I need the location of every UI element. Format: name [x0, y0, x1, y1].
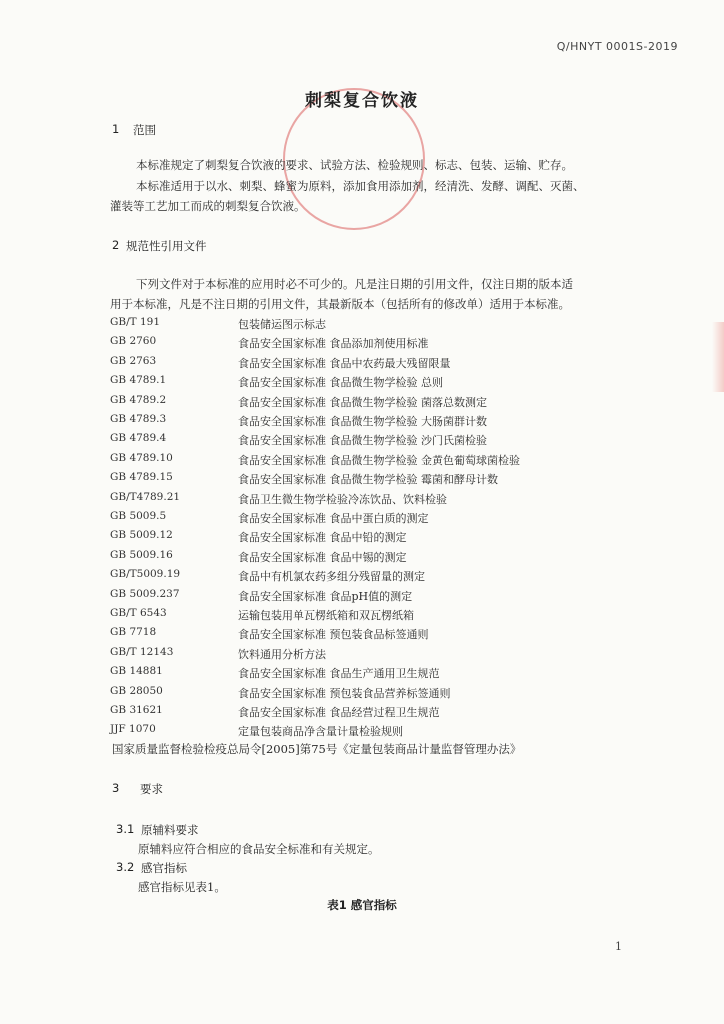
reference-title: 饮料通用分析方法	[238, 648, 326, 661]
reference-code: GB/T 12143	[110, 646, 174, 658]
reference-title: 食品卫生微生物学检验冷冻饮品、饮料检验	[238, 493, 447, 506]
reference-title: 食品安全国家标准 食品微生物学检验 菌落总数测定	[238, 396, 487, 409]
reference-title: 食品安全国家标准 食品生产通用卫生规范	[238, 667, 440, 680]
reference-code: GB 14881	[110, 665, 163, 677]
reference-code: GB/T 191	[110, 316, 161, 328]
section-1-number: 1	[112, 122, 120, 136]
reference-title: 食品安全国家标准 食品添加剂使用标准	[238, 337, 429, 350]
section-3-2-heading: 感官指标	[141, 861, 187, 875]
reference-code: GB 4789.2	[110, 394, 167, 406]
reference-title: 食品安全国家标准 食品微生物学检验 总则	[238, 376, 443, 389]
section-3-number: 3	[112, 781, 120, 795]
page-title: 刺梨复合饮液	[305, 91, 419, 111]
section-3-heading: 要求	[140, 782, 163, 796]
reference-code: JJF 1070	[110, 723, 156, 735]
reference-title: 食品安全国家标准 食品微生物学检验 沙门氏菌检验	[238, 434, 487, 447]
section-2-heading: 规范性引用文件	[126, 239, 207, 253]
table-caption: 表1 感官指标	[327, 898, 397, 912]
reference-title: 食品安全国家标准 预包装食品营养标签通则	[238, 687, 451, 700]
reference-title: 食品安全国家标准 食品中锡的测定	[238, 551, 407, 564]
reference-code: GB/T4789.21	[110, 491, 181, 503]
edge-stamp-mark	[712, 322, 724, 392]
reference-title: 包装储运图示标志	[238, 318, 326, 331]
reference-code: GB 4789.15	[110, 471, 173, 483]
reference-code: GB/T 6543	[110, 607, 167, 619]
section-3-2-text: 感官指标见表1。	[138, 880, 226, 894]
reference-code: GB 4789.1	[110, 374, 167, 386]
section-3-2-number: 3.2	[116, 860, 135, 874]
reference-code: GB 7718	[110, 626, 157, 638]
reference-title: 食品安全国家标准 预包装食品标签通则	[238, 628, 429, 641]
section-2-intro-1: 下列文件对于本标准的应用时必不可少的。凡是注日期的引用文件，仅注日期的版本适	[136, 277, 573, 291]
reference-code: GB 5009.237	[110, 588, 180, 600]
reference-title: 食品安全国家标准 食品中农药最大残留限量	[238, 357, 451, 370]
section-1-paragraph-2b: 灌装等工艺加工而成的刺梨复合饮液。	[110, 199, 306, 213]
section-1-heading: 范围	[133, 123, 156, 137]
reference-title: 定量包装商品净含量计量检验规则	[238, 725, 403, 738]
section-3-1-heading: 原辅料要求	[141, 823, 199, 837]
reference-code: GB/T5009.19	[110, 568, 181, 580]
section-1-paragraph-2a: 本标准适用于以水、刺梨、蜂蜜为原料，添加食用添加剂，经清洗、发酵、调配、灭菌、	[136, 179, 585, 193]
reference-title: 食品安全国家标准 食品中铅的测定	[238, 531, 407, 544]
reference-code: GB 5009.16	[110, 549, 173, 561]
document-code: Q/HNYT 0001S-2019	[556, 40, 678, 53]
section-3-1-number: 3.1	[116, 822, 135, 836]
reference-last-line: 国家质量监督检验检疫总局令[2005]第75号《定量包装商品计量监督管理办法》	[112, 742, 522, 756]
reference-code: GB 28050	[110, 685, 163, 697]
reference-title: 食品安全国家标准 食品微生物学检验 金黄色葡萄球菌检验	[238, 454, 520, 467]
section-3-1-text: 原辅料应符合相应的食品安全标准和有关规定。	[138, 842, 380, 856]
reference-title: 食品安全国家标准 食品pH值的测定	[238, 590, 413, 603]
reference-title: 食品中有机氯农药多组分残留量的测定	[238, 570, 425, 583]
reference-code: GB 2760	[110, 335, 157, 347]
reference-title: 食品安全国家标准 食品微生物学检验 霉菌和酵母计数	[238, 473, 498, 486]
section-2-number: 2	[112, 238, 120, 252]
reference-code: GB 5009.12	[110, 529, 173, 541]
reference-code: GB 2763	[110, 355, 157, 367]
reference-title: 食品安全国家标准 食品中蛋白质的测定	[238, 512, 429, 525]
section-2-intro-2: 用于本标准，凡是不注日期的引用文件，其最新版本（包括所有的修改单）适用于本标准。	[110, 297, 570, 311]
reference-title: 运输包装用单瓦楞纸箱和双瓦楞纸箱	[238, 609, 414, 622]
section-1-paragraph-1: 本标准规定了刺梨复合饮液的要求、试验方法、检验规则、标志、包装、运输、贮存。	[136, 158, 573, 172]
reference-code: GB 5009.5	[110, 510, 167, 522]
page-number: 1	[615, 940, 622, 953]
reference-title: 食品安全国家标准 食品经营过程卫生规范	[238, 706, 440, 719]
reference-title: 食品安全国家标准 食品微生物学检验 大肠菌群计数	[238, 415, 487, 428]
reference-code: GB 4789.10	[110, 452, 173, 464]
reference-code: GB 4789.4	[110, 432, 167, 444]
reference-code: GB 31621	[110, 704, 163, 716]
reference-code: GB 4789.3	[110, 413, 167, 425]
